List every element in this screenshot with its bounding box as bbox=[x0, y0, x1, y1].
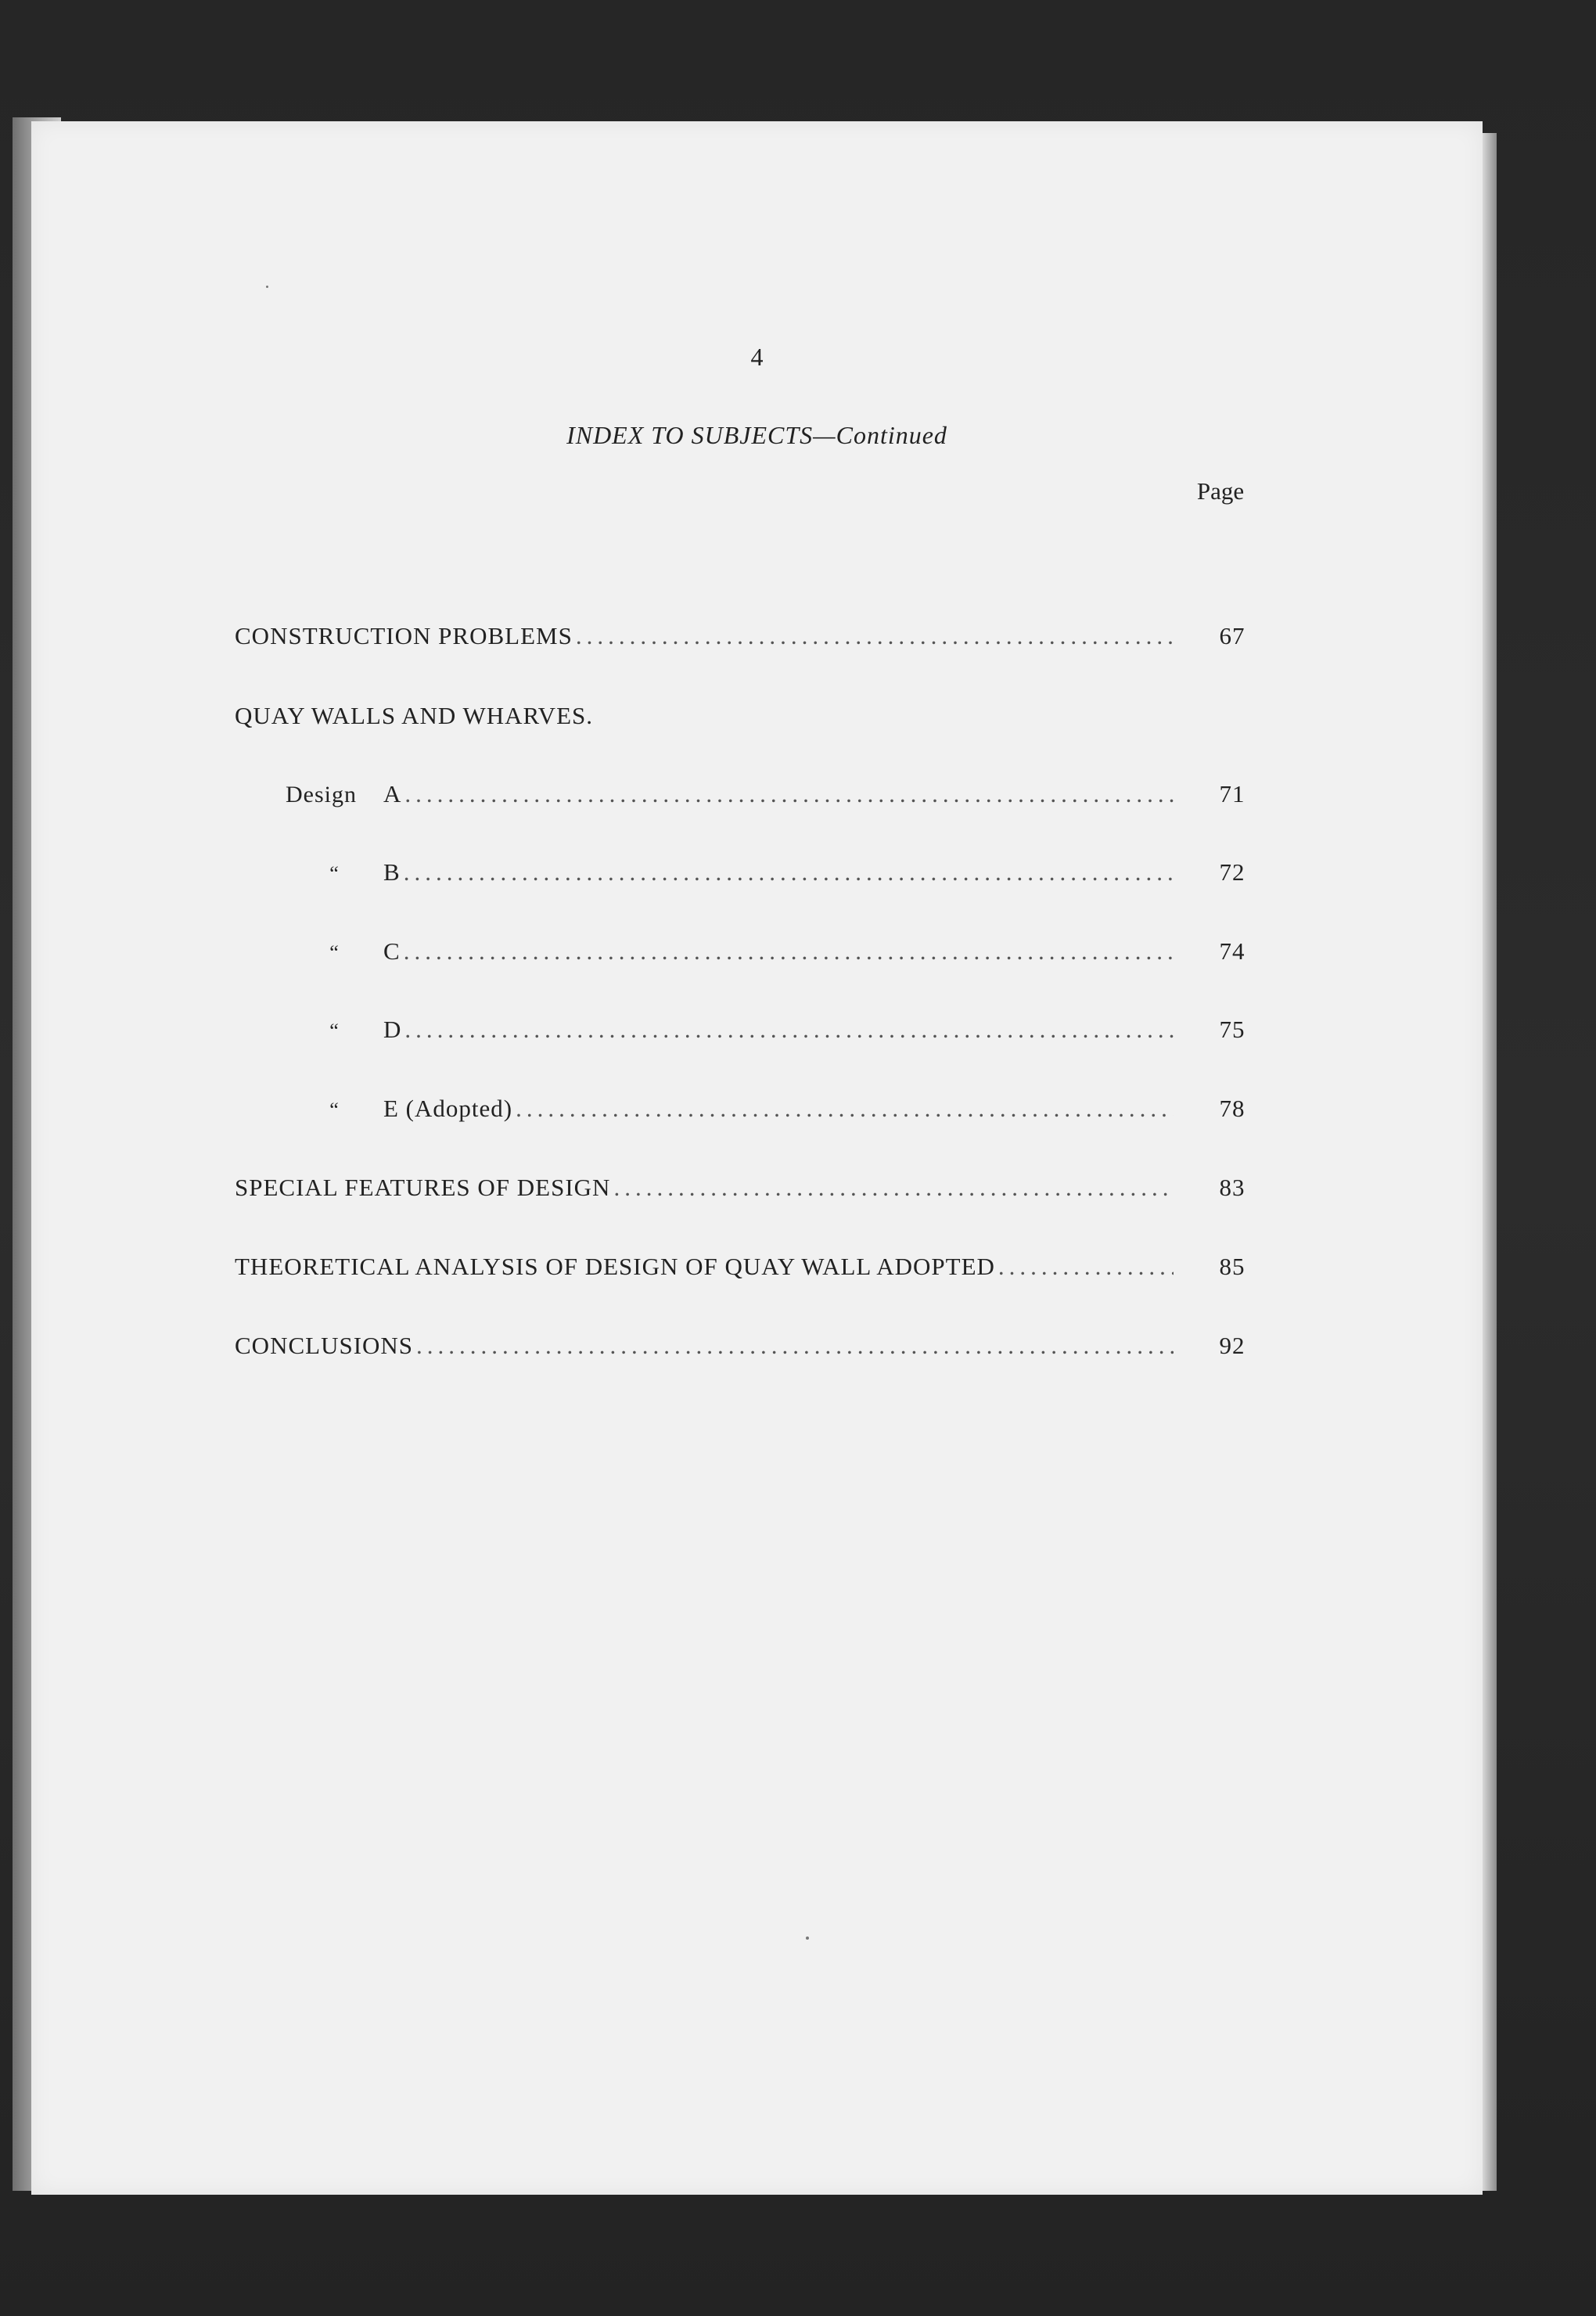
page-edge bbox=[1483, 133, 1497, 2191]
ditto-mark: “ bbox=[329, 1099, 340, 1121]
toc-entry-conclusions bbox=[235, 1332, 1260, 1360]
toc-entry-label: CONSTRUCTION PROBLEMS bbox=[235, 622, 573, 649]
toc-entry-page: 85 bbox=[1219, 1253, 1246, 1280]
dot-leader bbox=[576, 622, 1174, 650]
page-column-header: Page bbox=[1196, 477, 1245, 505]
toc-entry-label: THEORETICAL ANALYSIS OF DESIGN OF QUAY WALL ADOPTED bbox=[235, 1253, 995, 1280]
section-heading-quay-walls: QUAY WALLS AND WHARVES. bbox=[235, 702, 593, 729]
toc-entry-label: B bbox=[383, 858, 401, 886]
dot-leader bbox=[416, 1332, 1174, 1360]
toc-entry-page: 71 bbox=[1219, 780, 1246, 807]
toc-entry-page: 75 bbox=[1219, 1016, 1246, 1043]
dot-leader bbox=[404, 780, 1174, 808]
toc-entry-special-features bbox=[235, 1174, 1260, 1202]
toc-entry-design-e bbox=[286, 1095, 1260, 1123]
toc-entry-page: 83 bbox=[1219, 1174, 1246, 1201]
toc-entry-page: 74 bbox=[1219, 937, 1246, 965]
scan-speck bbox=[266, 286, 268, 288]
toc-entry-page: 72 bbox=[1219, 858, 1246, 886]
toc-entry-label: C bbox=[383, 937, 401, 965]
toc-entry-label: CONCLUSIONS bbox=[235, 1332, 414, 1359]
design-prefix: Design bbox=[286, 782, 357, 807]
scan-speck bbox=[806, 1937, 809, 1940]
dot-leader bbox=[613, 1174, 1174, 1202]
page-number: 4 bbox=[750, 343, 764, 371]
toc-entry-theoretical-analysis bbox=[235, 1253, 1260, 1281]
toc-entry-design-c bbox=[286, 937, 1260, 966]
ditto-mark: “ bbox=[329, 1020, 340, 1042]
toc-entry-design-b bbox=[286, 858, 1260, 886]
toc-entry-page: 67 bbox=[1219, 622, 1246, 649]
dot-leader bbox=[516, 1095, 1174, 1123]
toc-entry-construction-problems bbox=[235, 622, 1260, 650]
ditto-mark: “ bbox=[329, 862, 340, 885]
dot-leader bbox=[404, 1016, 1174, 1044]
dot-leader bbox=[404, 858, 1174, 886]
toc-entry-design-a bbox=[286, 780, 1260, 808]
toc-entry-label: SPECIAL FEATURES OF DESIGN bbox=[235, 1174, 611, 1201]
toc-entry-design-d bbox=[286, 1016, 1260, 1044]
toc-entry-page: 92 bbox=[1219, 1332, 1246, 1359]
toc-entry-page: 78 bbox=[1219, 1095, 1246, 1122]
index-title: INDEX TO SUBJECTS—Continued bbox=[566, 421, 947, 449]
dot-leader bbox=[998, 1253, 1174, 1281]
dot-leader bbox=[404, 937, 1174, 966]
toc-entry-label: D bbox=[383, 1016, 402, 1043]
toc-entry-label: E (Adopted) bbox=[383, 1095, 513, 1122]
toc-entry-label: A bbox=[383, 780, 402, 807]
ditto-mark: “ bbox=[329, 941, 340, 964]
document-page bbox=[31, 121, 1483, 2195]
